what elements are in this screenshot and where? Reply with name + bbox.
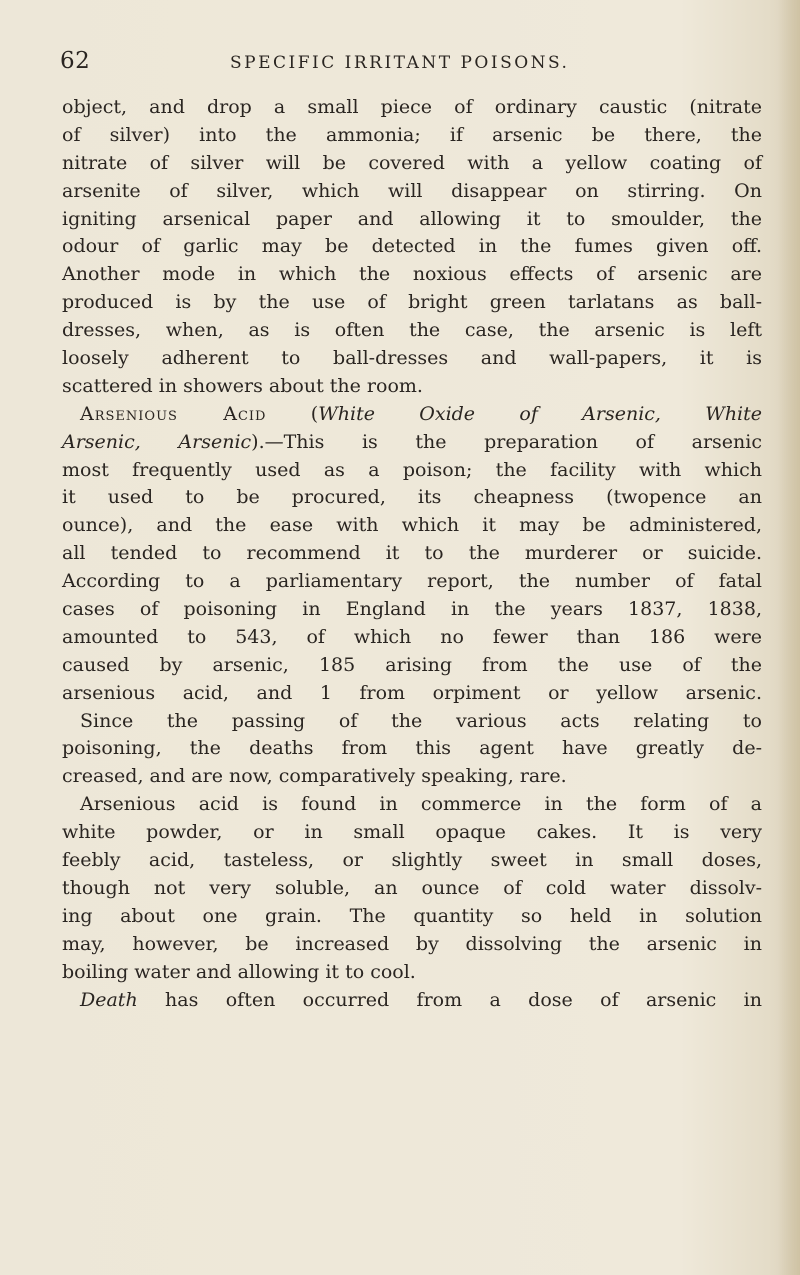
text-line: most frequently used as a poison; the facility with which <box>62 458 762 481</box>
page-header <box>60 48 760 78</box>
text-line: it used to be procured, its cheapness (twopence an <box>62 486 762 509</box>
page-edge-shadow <box>778 0 800 1275</box>
text-line: nitrate of silver will be covered with a yellow coating of <box>62 151 762 174</box>
text-line: odour of garlic may be detected in the fumes given off. <box>62 235 762 258</box>
text-line: loosely adherent to ball-dresses and wall-papers, it is <box>62 347 762 370</box>
text-line: creased, and are now, comparatively speaking, rare. <box>62 765 567 788</box>
running-title: SPECIFIC IRRITANT POISONS. <box>230 53 570 73</box>
last-line-rest: has often occurred from a dose of arsenic in <box>137 988 762 1011</box>
text-line: arsenite of silver, which will disappear on stirring. On <box>62 179 762 202</box>
text-line: of silver) into the ammonia; if arsenic be there, the <box>62 123 762 146</box>
text-line: feebly acid, tasteless, or slightly sweet in small doses, <box>62 849 762 872</box>
text-line: According to a parliamentary report, the number of fatal <box>62 570 762 593</box>
text-line: ing about one grain. The quantity so held in solution <box>62 904 762 927</box>
text-line: igniting arsenical paper and allowing it to smoulder, the <box>62 207 762 230</box>
body-text <box>62 94 762 1014</box>
text-line: though not very soluble, an ounce of cold water dissolv- <box>62 876 762 899</box>
text-line: scattered in showers about the room. <box>62 374 423 397</box>
text-line: arsenious acid, and 1 from orpiment or yellow arsenic. <box>62 681 762 704</box>
text-line: ounce), and the ease with which it may be administered, <box>62 514 762 537</box>
heading-rest: ).—This is the preparation of arsenic <box>251 430 762 453</box>
text-line: poisoning, the deaths from this agent have greatly de- <box>62 737 762 760</box>
heading-synonyms-cont: Arsenic, Arsenic <box>62 430 252 453</box>
text-line: amounted to 543, of which no fewer than 186 were <box>62 625 762 648</box>
section-heading: Arsenious Acid <box>80 402 267 425</box>
text-line: dresses, when, as is often the case, the arsenic is left <box>62 319 762 342</box>
section-heading-line <box>62 401 762 429</box>
text-line: produced is by the use of bright green tarlatans as ball- <box>62 291 762 314</box>
emphasis-death: Death <box>80 988 138 1011</box>
text-line: cases of poisoning in England in the years 1837, 1838, <box>62 598 762 621</box>
page-number: 62 <box>60 48 91 74</box>
heading-synonyms: White Oxide of Arsenic, White <box>318 402 763 425</box>
text-line: object, and drop a small piece of ordinary caustic (nitrate <box>62 96 762 118</box>
text-line <box>62 429 762 457</box>
text-line: all tended to recommend it to the murderer or suicide. <box>62 542 762 565</box>
text-line: Since the passing of the various acts relating to <box>80 709 762 732</box>
text-line: boiling water and allowing it to cool. <box>62 960 416 983</box>
text-line: may, however, be increased by dissolving the arsenic in <box>62 932 762 955</box>
text-line: caused by arsenic, 185 arising from the use of the <box>62 653 762 676</box>
text-line: Another mode in which the noxious effects of arsenic are <box>62 263 762 286</box>
text-line: Arsenious acid is found in commerce in the form of a <box>80 793 762 816</box>
heading-paren: ( <box>266 402 319 425</box>
text-line: white powder, or in small opaque cakes. It is very <box>62 821 762 844</box>
text-line <box>62 987 762 1015</box>
